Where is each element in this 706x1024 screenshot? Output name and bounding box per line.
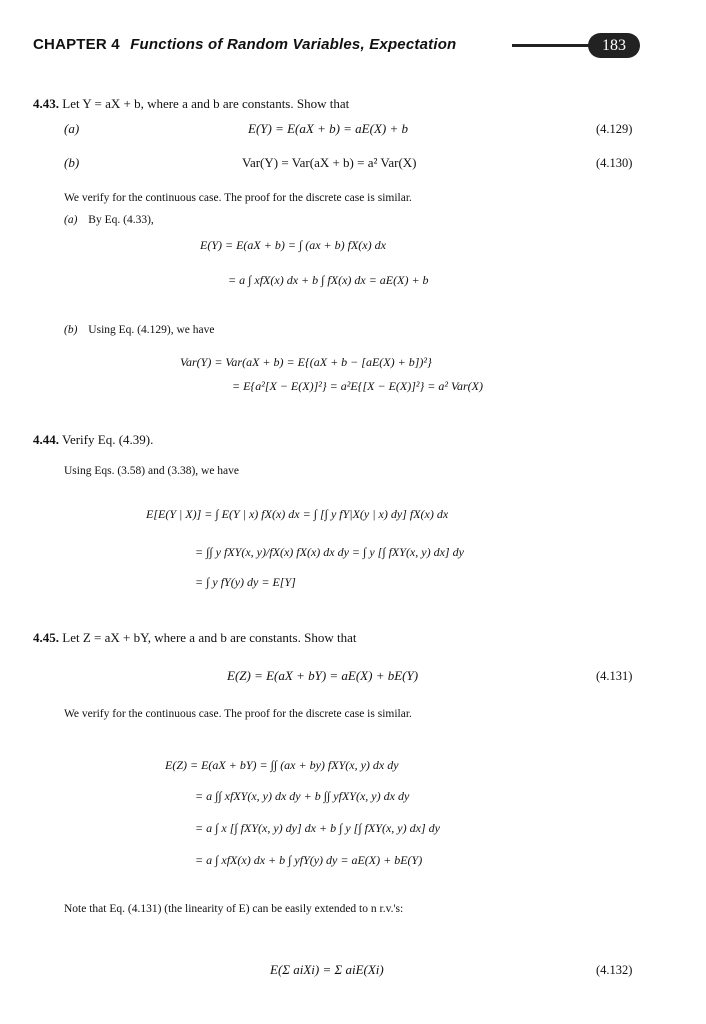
linearity-note: Note that Eq. (4.131) (the linearity of E) can be easily extended to n r.v.'s: [64,903,404,915]
problem-statement: Let Z = aX + bY, where a and b are constants. Show that [62,630,357,645]
problem-4-43 [33,96,349,112]
problem-4-44-eq2: = ∫∫ y fXY(x, y)/fX(x) fX(x) dx dy = ∫ y [∫ fXY(x, y) dx] dy [195,545,464,559]
problem-4-45-eq4: = a ∫ xfX(x) dx + b ∫ yfY(y) dy = aE(X) + bE(Y) [195,853,423,867]
equation-4-132: E(Σ aiXi) = Σ aiE(Xi) [270,962,384,977]
solution-a-eq2: = a ∫ xfX(x) dx + b ∫ fX(x) dx = aE(X) + b [228,273,429,287]
equation-tag-4-129: (4.129) [596,122,633,136]
equation-tag-4-131: (4.131) [596,669,633,683]
solution-a-eq1: E(Y) = E(aX + b) = ∫ (ax + b) fX(x) dx [200,238,386,252]
solution-b-eq1: Var(Y) = Var(aX + b) = E{(aX + b − [aE(X) + b])²} [180,355,432,369]
solution-a-label: (a) [64,214,78,226]
equation-4-130: Var(Y) = Var(aX + b) = a² Var(X) [242,155,417,170]
part-b-label: (b) [64,155,80,170]
problem-4-44-intro: Using Eqs. (3.58) and (3.38), we have [64,465,240,477]
problem-4-44-eq3: = ∫ y fY(y) dy = E[Y] [195,575,296,589]
chapter-label: CHAPTER 4 [33,36,120,53]
chapter-title: Functions of Random Variables, Expectation [130,36,457,53]
problem-number: 4.45. [33,630,59,645]
problem-number: 4.43. [33,96,59,111]
problem-4-45-eq2: = a ∫∫ xfXY(x, y) dx dy + b ∫∫ yfXY(x, y) dx dy [195,789,410,803]
problem-number: 4.44. [33,432,59,447]
equation-4-131: E(Z) = E(aX + bY) = aE(X) + bE(Y) [227,668,419,683]
verify-note-2: We verify for the continuous case. The proof for the discrete case is similar. [64,708,412,720]
problem-4-44 [33,432,153,448]
solution-a-text: By Eq. (4.33), [88,214,154,226]
solution-b-label: (b) [64,324,78,336]
part-a-label: (a) [64,121,80,136]
solution-a [64,214,154,226]
verify-note: We verify for the continuous case. The proof for the discrete case is similar. [64,192,412,204]
solution-b-text: Using Eq. (4.129), we have [88,324,215,336]
problem-4-45-eq3: = a ∫ x [∫ fXY(x, y) dy] dx + b ∫ y [∫ fXY(x, y) dx] dy [195,821,440,835]
solution-b [64,324,214,336]
equation-tag-4-132: (4.132) [596,963,633,977]
header-rule [512,44,592,47]
problem-statement: Let Y = aX + b, where a and b are constants. Show that [62,96,350,111]
problem-4-45-eq1: E(Z) = E(aX + bY) = ∫∫ (ax + by) fXY(x, y) dx dy [165,758,399,772]
problem-4-44-eq1: E[E(Y | X)] = ∫ E(Y | x) fX(x) dx = ∫ [∫ y fY|X(y | x) dy] fX(x) dx [146,507,449,521]
page-number-badge: 183 [588,33,640,58]
problem-statement: Verify Eq. (4.39). [62,432,154,447]
chapter-header [33,36,456,53]
solution-b-eq2: = E{a²[X − E(X)]²} = a²E{[X − E(X)]²} = a² Var(X) [232,379,483,393]
equation-4-129: E(Y) = E(aX + b) = aE(X) + b [248,121,408,136]
problem-4-45 [33,630,356,646]
equation-tag-4-130: (4.130) [596,156,633,170]
